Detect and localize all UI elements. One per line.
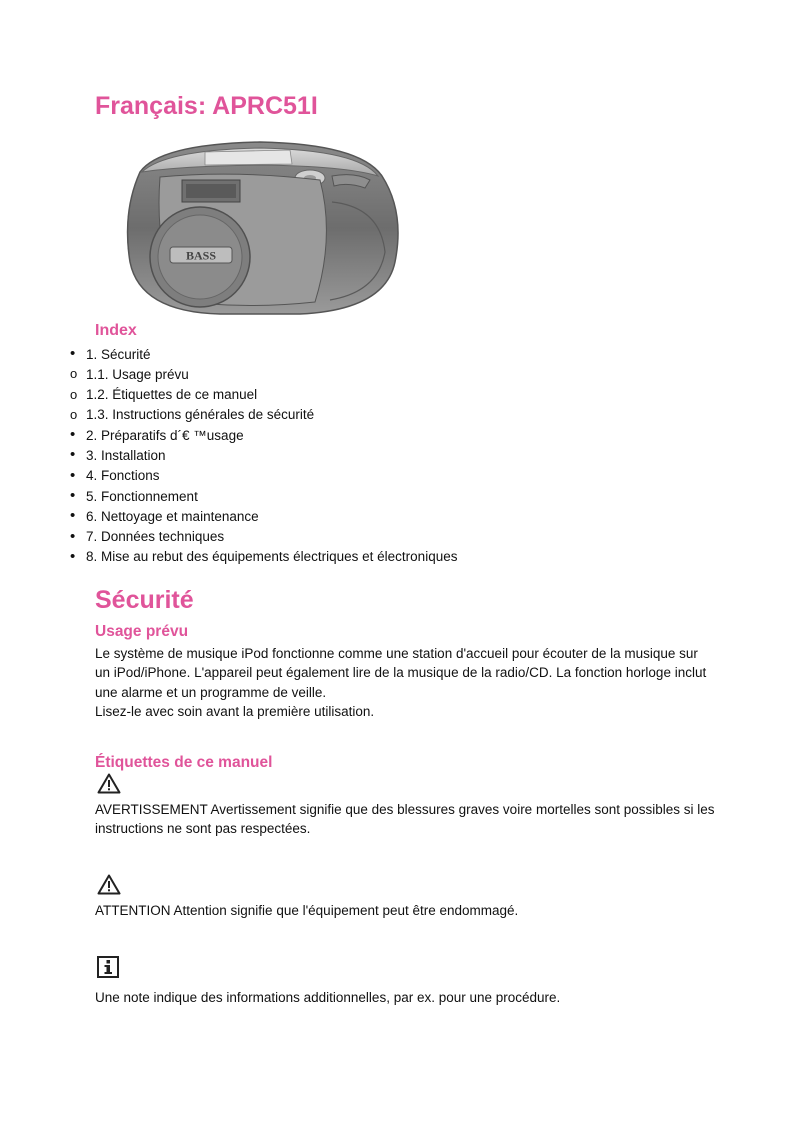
index-item — [70, 506, 457, 526]
boombox-product-image — [120, 132, 405, 322]
subheading-usage-prevu: Usage prévu — [95, 623, 189, 640]
bass-badge-text: BASS — [185, 248, 217, 263]
usage-prevu-paragraph: Le système de musique iPod fonctionne comme une station d'accueil pour écouter de la musique sur un iPod/iPhone. L'appareil peut également lire de la musique de la radio/CD. La fonction horloge inclut une alarme et un programme de veille. — [95, 646, 707, 700]
index-item-label: 2. Préparatifs d´€ ™usage — [86, 427, 244, 443]
circle-marker — [70, 405, 86, 425]
bullet-marker — [70, 445, 86, 465]
warning-triangle-icon — [97, 773, 121, 794]
usage-prevu-note: Lisez-le avec soin avant la première utilisation. — [95, 704, 375, 719]
index-item — [70, 486, 457, 506]
bullet-marker — [70, 527, 86, 547]
attention-triangle-icon — [97, 874, 121, 895]
bullet-marker — [70, 425, 86, 445]
index-item-label: 7. Données techniques — [86, 529, 225, 545]
index-item-label: 5. Fonctionnement — [86, 488, 198, 504]
index-item — [70, 425, 457, 445]
bullet-marker — [70, 506, 86, 526]
info-icon — [97, 956, 119, 978]
index-item-label: 8. Mise au rebut des équipements électriques et électroniques — [86, 549, 458, 565]
page-title: Français: APRC51I — [95, 92, 318, 120]
index-item — [70, 364, 457, 384]
index-item — [70, 445, 457, 465]
attention-paragraph: ATTENTION Attention signifie que l'équipement peut être endommagé. — [95, 903, 519, 918]
bullet-marker — [70, 344, 86, 364]
warning-paragraph: AVERTISSEMENT Avertissement signifie que des blessures graves voire mortelles sont possibles si les instructions ne sont pas respectées. — [95, 802, 715, 837]
index-item — [70, 466, 457, 486]
info-paragraph: Une note indique des informations additionnelles, par ex. pour une procédure. — [95, 990, 561, 1005]
subheading-etiquettes: Étiquettes de ce manuel — [95, 754, 273, 771]
index-item — [70, 527, 457, 547]
index-list — [70, 344, 457, 567]
bullet-marker — [70, 466, 86, 486]
index-item-label: 1.2. Étiquettes de ce manuel — [86, 387, 258, 403]
index-item — [70, 405, 457, 425]
index-item-label: 3. Installation — [86, 447, 166, 463]
index-item-label: 6. Nettoyage et maintenance — [86, 508, 259, 524]
index-item — [70, 547, 457, 567]
index-item-label: 4. Fonctions — [86, 468, 160, 484]
bullet-marker — [70, 547, 86, 567]
circle-marker — [70, 385, 86, 405]
index-heading: Index — [95, 322, 137, 339]
bullet-marker — [70, 486, 86, 506]
index-item-label: 1.1. Usage prévu — [86, 366, 189, 382]
section-heading-securite: Sécurité — [95, 586, 194, 614]
index-item — [70, 344, 457, 364]
index-item — [70, 385, 457, 405]
index-item-label: 1. Sécurité — [86, 346, 151, 362]
circle-marker — [70, 364, 86, 384]
index-item-label: 1.3. Instructions générales de sécurité — [86, 407, 315, 423]
